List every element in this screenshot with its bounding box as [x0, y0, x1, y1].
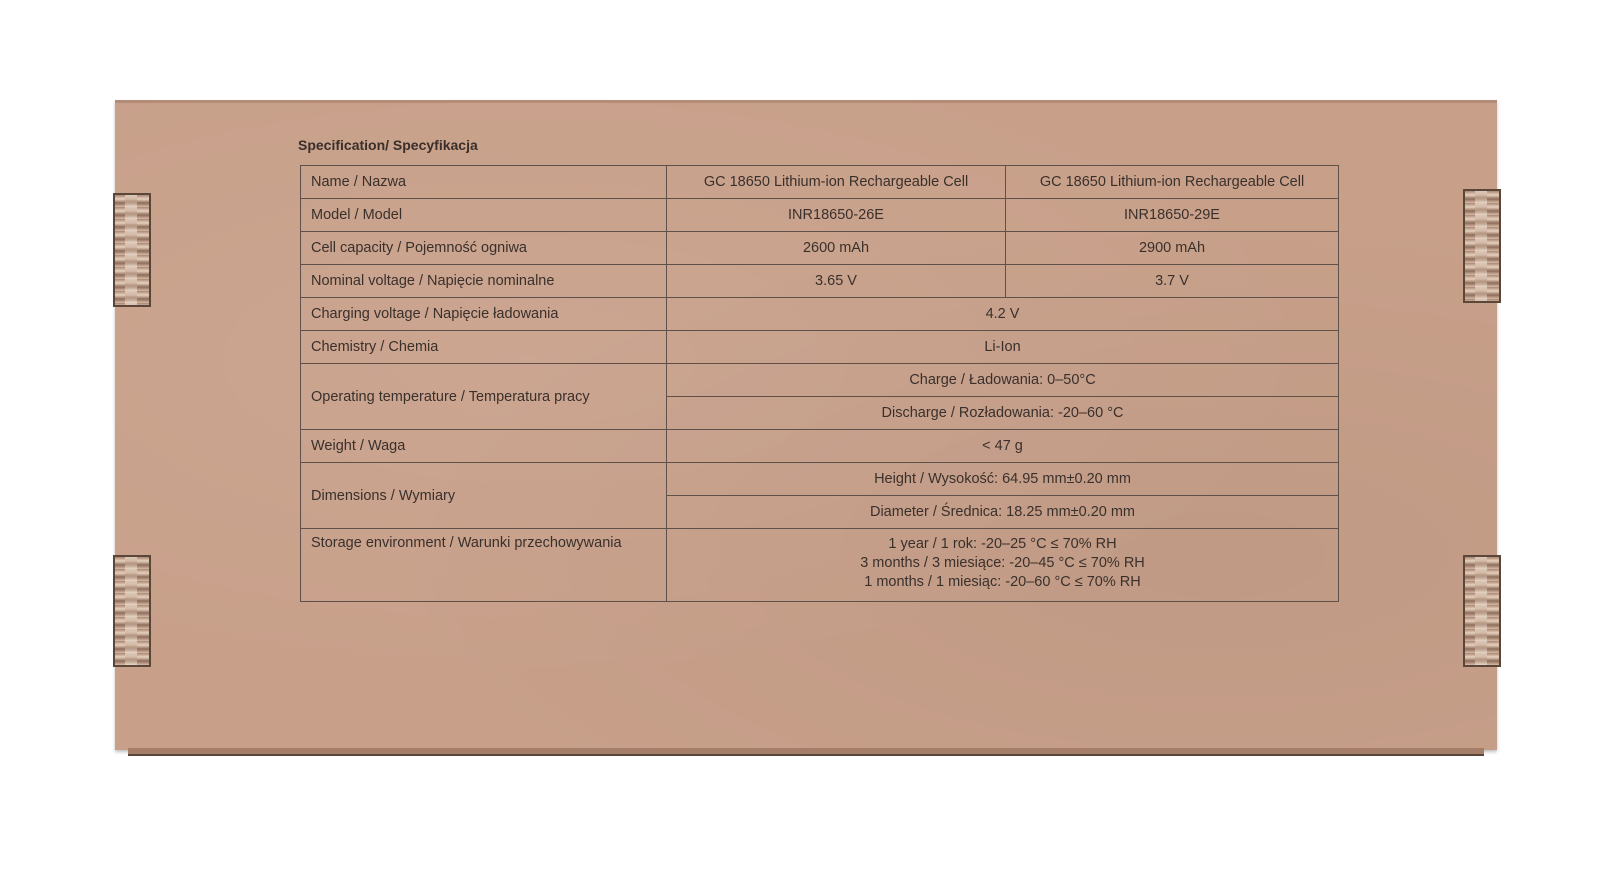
- spec-table: [300, 165, 1339, 602]
- capacity-value-2: 2900 mAh: [1006, 232, 1339, 265]
- storage-line-3: 1 months / 1 miesiąc: -20–60 °C ≤ 70% RH: [864, 574, 1141, 590]
- chemistry-value: Li-Ion: [667, 331, 1339, 364]
- temperature-discharge-value: Discharge / Rozładowania: -20–60 °C: [667, 397, 1339, 430]
- chemistry-label: Chemistry / Chemia: [301, 331, 667, 364]
- row-storage: [301, 529, 1339, 602]
- row-model: [301, 199, 1339, 232]
- storage-line-2: 3 months / 3 miesiące: -20–45 °C ≤ 70% RH: [860, 555, 1145, 571]
- row-chemistry: [301, 331, 1339, 364]
- weight-label: Weight / Waga: [301, 430, 667, 463]
- row-nominal-voltage: [301, 265, 1339, 298]
- temperature-label: Operating temperature / Temperatura pracy: [301, 364, 667, 430]
- nominal-voltage-value-1: 3.65 V: [667, 265, 1006, 298]
- row-dimensions-height: [301, 463, 1339, 496]
- corrugated-flute-right-top: [1463, 189, 1501, 303]
- corrugated-flute-right-bottom: [1463, 555, 1501, 667]
- model-value-1: INR18650-26E: [667, 199, 1006, 232]
- storage-line-1: 1 year / 1 rok: -20–25 °C ≤ 70% RH: [888, 536, 1117, 552]
- column-header-1: GC 18650 Lithium-ion Rechargeable Cell: [667, 166, 1006, 199]
- nominal-voltage-label: Nominal voltage / Napięcie nominalne: [301, 265, 667, 298]
- model-value-2: INR18650-29E: [1006, 199, 1339, 232]
- charging-voltage-value: 4.2 V: [667, 298, 1339, 331]
- temperature-charge-value: Charge / Ładowania: 0–50°C: [667, 364, 1339, 397]
- storage-label: Storage environment / Warunki przechowywania: [301, 529, 667, 602]
- nominal-voltage-value-2: 3.7 V: [1006, 265, 1339, 298]
- corrugated-flute-left-top: [113, 193, 151, 307]
- box-top-edge: [115, 100, 1497, 103]
- weight-value: < 47 g: [667, 430, 1339, 463]
- name-label: Name / Nazwa: [301, 166, 667, 199]
- dimensions-height-value: Height / Wysokość: 64.95 mm±0.20 mm: [667, 463, 1339, 496]
- row-charging-voltage: [301, 298, 1339, 331]
- row-capacity: [301, 232, 1339, 265]
- model-label: Model / Model: [301, 199, 667, 232]
- capacity-value-1: 2600 mAh: [667, 232, 1006, 265]
- row-weight: [301, 430, 1339, 463]
- box-bottom-edge: [128, 748, 1484, 756]
- capacity-label: Cell capacity / Pojemność ogniwa: [301, 232, 667, 265]
- column-header-2: GC 18650 Lithium-ion Rechargeable Cell: [1006, 166, 1339, 199]
- row-temperature-charge: [301, 364, 1339, 397]
- storage-values: [667, 529, 1339, 602]
- corrugated-flute-left-bottom: [113, 555, 151, 667]
- row-name: [301, 166, 1339, 199]
- dimensions-label: Dimensions / Wymiary: [301, 463, 667, 529]
- charging-voltage-label: Charging voltage / Napięcie ładowania: [301, 298, 667, 331]
- spec-title: Specification/ Specyfikacja: [298, 137, 478, 153]
- dimensions-diameter-value: Diameter / Średnica: 18.25 mm±0.20 mm: [667, 496, 1339, 529]
